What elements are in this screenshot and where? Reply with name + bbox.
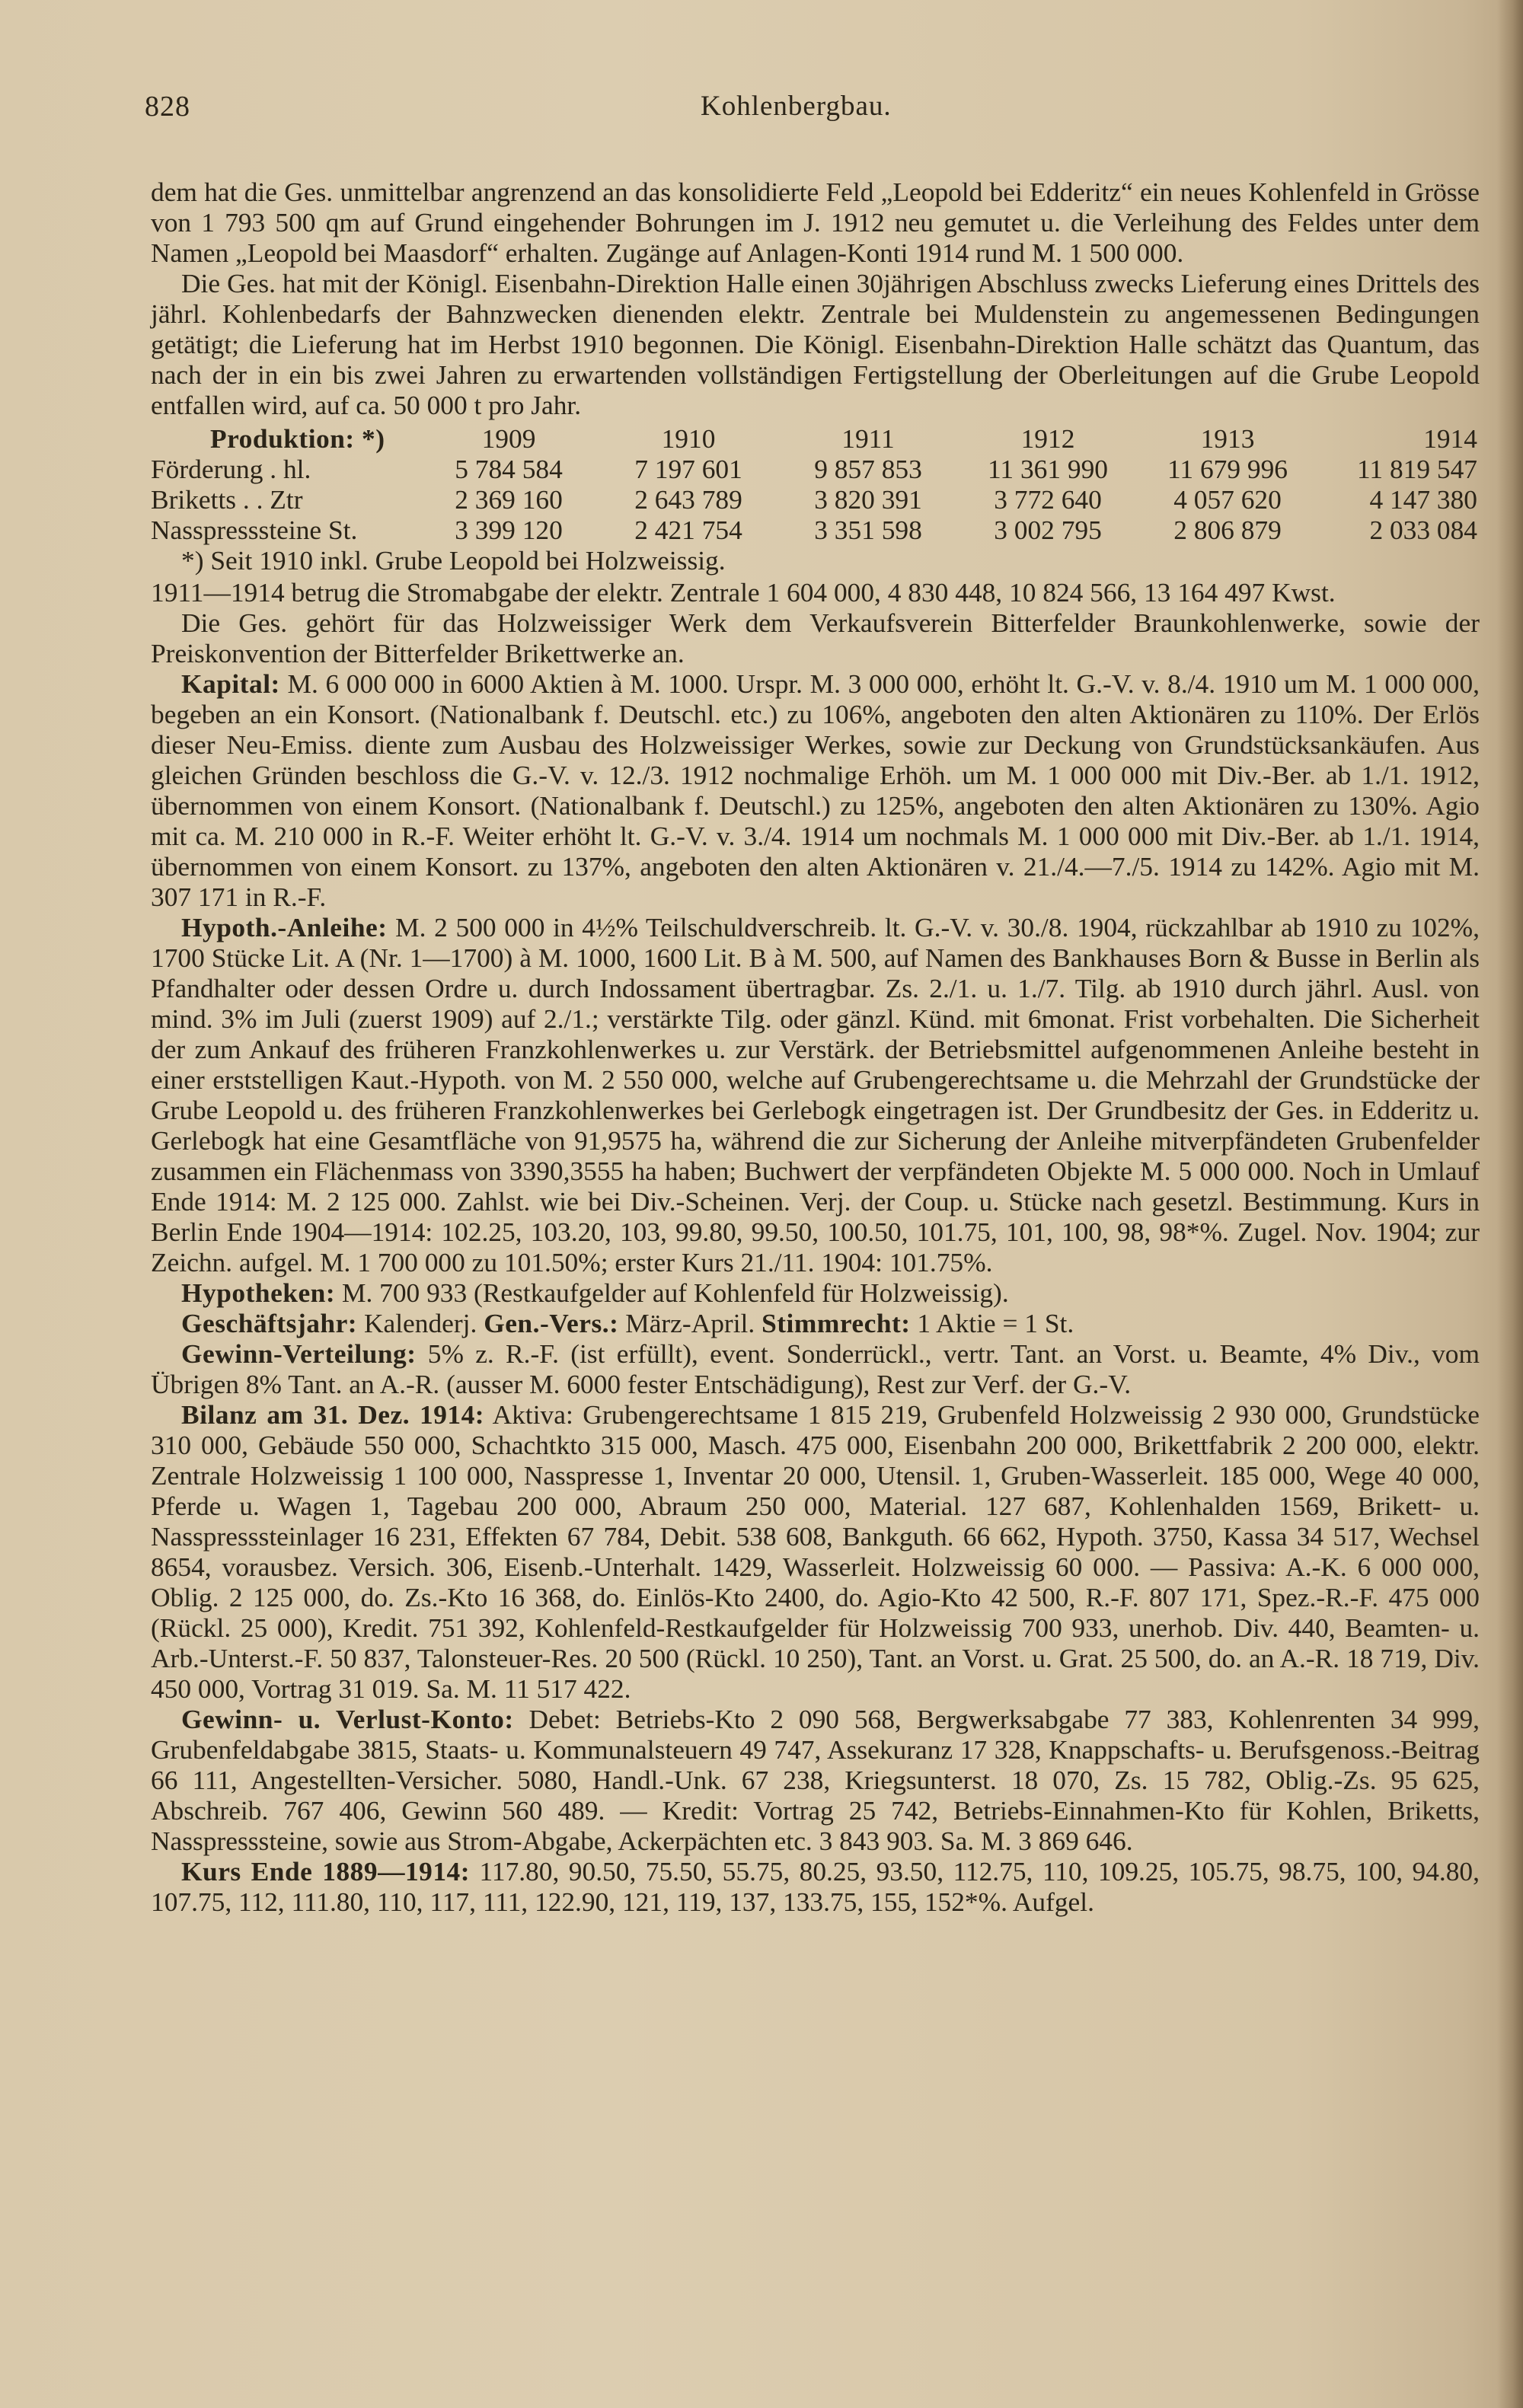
section-heading: Stimmrecht: bbox=[762, 1308, 911, 1338]
table-cell: 2 806 879 bbox=[1173, 515, 1282, 545]
paragraph-text: M. 6 000 000 in 6000 Aktien à M. 1000. Urspr. M. 3 000 000, erhöht lt. G.-V. v. 8./4. 1910 um M. 1 000 000, begeben an ein Konsort. (Nationalbank f. Deutschl. etc.) zu 106%, angeboten den alten Aktionären zu 110%. Der Erlös dieser Neu-Emiss. diente zum Ausbau des Holzweissiger Werkes, sowie zur Deckung von Grundstücksankäufen. Aus gleichen Gründen beschloss die G.-V. v. 12./3. 1912 nochmalige Erhöh. um M. 1 000 000 mit Div.-Ber. ab 1./1. 1912, übernommen von einem Konsort. (Nationalbank f. Deutschl.) zu 125%, angeboten den alten Aktionären zu 130%. Agio mit ca. M. 210 000 in R.-F. Weiter erhöht lt. G.-V. v. 3./4. 1914 um nochmals M. 1 000 000 mit Div.-Ber. ab 1./1. 1914, übernommen von einem Konsort. zu 137%, angeboten den alten Aktionären v. 21./4.—7./5. 1914 zu 142%. Agio mit M. 307 171 in R.-F. bbox=[151, 668, 1480, 912]
paragraph-text: 117.80, 90.50, 75.50, 55.75, 80.25, 93.50, 112.75, 110, 109.25, 105.75, 98.75, 100, 94.80, 107.75, 112, 111.80, 110, 117, 111, 122.90, 121, 119, 137, 133.75, 155, 152*%. Aufgel. bbox=[151, 1856, 1480, 1917]
table-row bbox=[151, 454, 1480, 484]
paragraph-text: Die Ges. gehört für das Holzweissiger Werk dem Verkaufsverein Bitterfelder Braunkohlenwerke, sowie der Preiskonvention der Bitterfelder Brikettwerke an. bbox=[151, 608, 1480, 668]
paragraph-text: 5% z. R.-F. (ist erfüllt), event. Sonderrückl., vertr. Tant. an Vorst. u. Beamte, 4% Div., vom Übrigen 8% Tant. an A.-R. (ausser M. 6000 fester Entschädigung), Rest zur Verf. der G.-V. bbox=[151, 1338, 1480, 1399]
page-edge-shadow bbox=[1497, 0, 1523, 2408]
production-table bbox=[151, 423, 1480, 576]
section-heading: Hypotheken: bbox=[181, 1277, 336, 1308]
table-cell: 5 784 584 bbox=[455, 454, 563, 484]
table-cell: 11 361 990 bbox=[988, 454, 1108, 484]
year-cell: 1911 bbox=[841, 423, 895, 454]
table-cell: 3 772 640 bbox=[994, 484, 1102, 515]
year-cell: 1914 bbox=[1423, 423, 1477, 454]
paragraph-text: M. 2 500 000 in 4½% Teilschuldverschreib. lt. G.-V. v. 30./8. 1904, rückzahlbar ab 1910 zu 102%, 1700 Stücke Lit. A (Nr. 1—1700) à M. 1000, 1600 Lit. B à M. 500, auf Namen des Bankhauses Born & Busse in Berlin als Pfandhalter oder dessen Ordre u. durch Indossament übertragbar. Zs. 2./1. u. 1./7. Tilg. ab 1910 durch jährl. Ausl. von mind. 3% im Juli (zuerst 1909) auf 2./1.; verstärkte Tilg. oder gänzl. Künd. mit 6monat. Frist vorbehalten. Die Sicherheit der zum Ankauf des früheren Franzkohlenwerkes u. zur Verstärk. der Betriebsmittel aufgenommenen Anleihe besteht in einer erststelligen Kaut.-Hypoth. von M. 2 550 000, welche auf Grubengerechtsame u. die Mehrzahl der Grundstücke der Grube Leopold u. des früheren Franzkohlenwerkes bei Gerlebogk eingetragen ist. Der Grundbesitz der Ges. in Edderitz u. Gerlebogk hat eine Gesamtfläche von 91,9575 ha, während die zur Sicherung der Anleihe mitverpfändeten Grubenfelder zusammen ein Flächenmass von 3390,3555 ha haben; Buchwert der verpfändeten Objekte M. 5 000 000. Noch in Umlauf Ende 1914: M. 2 125 000. Zahlst. wie bei Div.-Scheinen. Verj. der Coup. u. Stücke nach gesetzl. Bestimmung. Kurs in Berlin Ende 1904—1914: 102.25, 103.20, 103, 99.80, 99.50, 100.50, 101.75, 101, 100, 98, 98*%. Zugel. Nov. 1904; zur Zeichn. aufgel. M. 1 700 000 zu 101.50%; erster Kurs 21./11. 1904: 101.75%. bbox=[151, 912, 1480, 1277]
paragraph-text: Aktiva: Grubengerechtsame 1 815 219, Grubenfeld Holzweissig 2 930 000, Grundstücke 310 000, Gebäude 550 000, Schachtkto 315 000, Masch. 475 000, Eisenbahn 200 000, Brikettfabrik 2 200 000, elektr. Zentrale Holzweissig 1 100 000, Nasspresse 1, Inventar 20 000, Utensil. 1, Gruben-Wasserleit. 185 000, Wege 40 000, Pferde u. Wagen 1, Tagebau 200 000, Abraum 250 000, Material. 127 687, Kohlenhalden 1569, Brikett- u. Nasspresssteinlager 16 231, Effekten 67 784, Debit. 538 608, Bankguth. 66 662, Hypoth. 3750, Kassa 34 517, Wechsel 8654, vorausbez. Versich. 306, Eisenb.-Unterhalt. 1429, Wasserleit. Holzweissig 60 000. — Passiva: A.-K. 6 000 000, Oblig. 2 125 000, do. Zs.-Kto 16 368, do. Einlös-Kto 2400, do. Agio-Kto 42 500, R.-F. 807 171, Spez.-R.-F. 475 000 (Rückl. 25 000), Kredit. 751 392, Kohlenfeld-Restkaufgelder für Holzweissig 700 933, unerhob. Div. 440, Beamten- u. Arb.-Unterst.-F. 50 837, Talonsteuer-Res. 20 500 (Rückl. 10 250), Tant. an Vorst. u. Grat. 25 500, do. an A.-R. 18 719, Div. 450 000, Vortrag 31 019. Sa. M. 11 517 422. bbox=[151, 1399, 1480, 1704]
paragraph-gewinn-verteilung bbox=[151, 1338, 1480, 1399]
table-cell: 3 399 120 bbox=[455, 515, 563, 545]
paragraph-verkaufsverein bbox=[151, 608, 1480, 668]
table-cell: 2 369 160 bbox=[455, 484, 563, 515]
table-cell: 3 820 391 bbox=[814, 484, 922, 515]
table-cell: 11 679 996 bbox=[1167, 454, 1288, 484]
row-label: Nasspresssteine St. bbox=[151, 515, 358, 545]
section-heading: Geschäftsjahr: bbox=[181, 1308, 358, 1338]
paragraph-intro-1: dem hat die Ges. unmittelbar angrenzend an das konsolidierte Feld „Leopold bei Edderitz“ ein neues Kohlenfeld in Grösse von 1 793 500 qm auf Grund eingehender Bohrungen im J. 1912 neu gemutet u. die Verleihung des Feldes unter dem Namen „Leopold bei Maasdorf“ erhalten. Zugänge auf Anlagen-Konti 1914 rund M. 1 500 000. bbox=[151, 177, 1480, 268]
paragraph-kurs bbox=[151, 1856, 1480, 1917]
section-heading: Kurs Ende 1889—1914: bbox=[181, 1856, 471, 1887]
table-cell: 11 819 547 bbox=[1357, 454, 1477, 484]
paragraph-hypotheken bbox=[151, 1277, 1480, 1308]
production-footnote: *) Seit 1910 inkl. Grube Leopold bei Holzweissig. bbox=[181, 545, 726, 576]
paragraph-text: März-April. bbox=[618, 1308, 762, 1338]
paragraph-text: 1911—1914 betrug die Stromabgabe der elektr. Zentrale 1 604 000, 4 830 448, 10 824 566, 13 164 497 Kwst. bbox=[151, 577, 1336, 608]
table-cell: 2 033 084 bbox=[1369, 515, 1477, 545]
paragraph-intro-2: Die Ges. hat mit der Königl. Eisenbahn-Direktion Halle einen 30jährigen Abschluss zwecks Lieferung eines Drittels des jährl. Kohlenbedarfs der Bahnzwecken dienenden elektr. Zentrale bei Muldenstein zu angemessenen Bedingungen getätigt; die Lieferung hat im Herbst 1910 begonnen. Die Königl. Eisenbahn-Direktion Halle schätzt das Quantum, das nach der in ein bis zwei Jahren zu erwartenden vollständigen Fertigstellung der Oberleitungen auf die Grube Leopold entfallen wird, auf ca. 50 000 t pro Jahr. bbox=[151, 268, 1480, 420]
year-cell: 1910 bbox=[661, 423, 716, 454]
year-cell: 1912 bbox=[1020, 423, 1075, 454]
table-cell: 9 857 853 bbox=[814, 454, 922, 484]
page-header bbox=[0, 90, 1523, 136]
running-title: Kohlenbergbau. bbox=[701, 91, 892, 122]
paragraph-hypoth-anleihe bbox=[151, 912, 1480, 1277]
production-label: Produktion: *) bbox=[210, 423, 385, 454]
paragraph-bilanz bbox=[151, 1399, 1480, 1704]
paragraph-gewinn-verlust bbox=[151, 1704, 1480, 1856]
paragraph-text: Kalenderj. bbox=[357, 1308, 484, 1338]
table-cell: 2 421 754 bbox=[634, 515, 742, 545]
section-heading: Bilanz am 31. Dez. 1914: bbox=[181, 1399, 485, 1430]
production-header-row bbox=[151, 423, 1480, 454]
table-cell: 3 002 795 bbox=[994, 515, 1102, 545]
year-cell: 1913 bbox=[1200, 423, 1255, 454]
table-row bbox=[151, 484, 1480, 515]
row-label: Briketts . . Ztr bbox=[151, 484, 303, 515]
row-label: Förderung . hl. bbox=[151, 454, 311, 484]
article-body bbox=[151, 177, 1480, 1917]
paragraph-kapital bbox=[151, 668, 1480, 912]
section-heading: Kapital: bbox=[181, 668, 280, 699]
paragraph-stromabgabe bbox=[151, 577, 1480, 608]
paragraph-text: Debet: Betriebs-Kto 2 090 568, Bergwerksabgabe 77 383, Kohlenrenten 34 999, Grubenfeldabgabe 3815, Staats- u. Kommunalsteuern 49 747, Assekuranz 17 328, Knappschafts- u. Berufsgenoss.-Beitrag 66 111, Angestellten-Versicher. 5080, Handl.-Unk. 67 238, Kriegsunterst. 18 070, Zs. 15 782, Oblig.-Zs. 95 625, Abschreib. 767 406, Gewinn 560 489. — Kredit: Vortrag 25 742, Betriebs-Einnahmen-Kto für Kohlen, Briketts, Nasspresssteine, sowie aus Strom-Abgabe, Ackerpächten etc. 3 843 903. Sa. M. 3 869 646. bbox=[151, 1704, 1480, 1856]
table-cell: 2 643 789 bbox=[634, 484, 742, 515]
section-heading: Hypoth.-Anleihe: bbox=[181, 912, 388, 942]
table-row bbox=[151, 515, 1480, 545]
year-cell: 1909 bbox=[481, 423, 536, 454]
paragraph-text: 1 Aktie = 1 St. bbox=[910, 1308, 1074, 1338]
table-cell: 7 197 601 bbox=[634, 454, 742, 484]
section-heading: Gewinn- u. Verlust-Konto: bbox=[181, 1704, 514, 1734]
paragraph-text: M. 700 933 (Restkaufgelder auf Kohlenfeld für Holzweissig). bbox=[335, 1277, 1009, 1308]
table-cell: 4 147 380 bbox=[1369, 484, 1477, 515]
table-cell: 3 351 598 bbox=[814, 515, 922, 545]
section-heading: Gewinn-Verteilung: bbox=[181, 1338, 417, 1369]
page-number: 828 bbox=[145, 91, 190, 123]
table-cell: 4 057 620 bbox=[1173, 484, 1282, 515]
paragraph-geschaeftsjahr bbox=[151, 1308, 1480, 1338]
section-heading: Gen.-Vers.: bbox=[484, 1308, 619, 1338]
